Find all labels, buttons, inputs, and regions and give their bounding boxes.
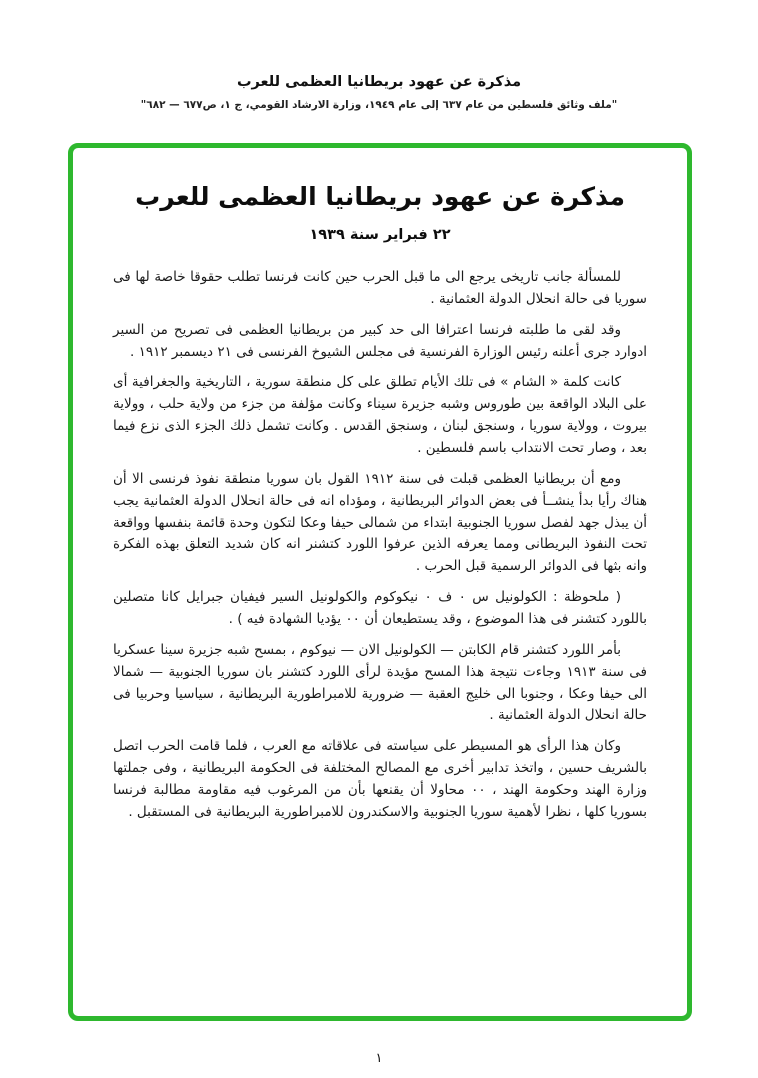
page-header xyxy=(0,74,758,111)
paragraph: بأمر اللورد كتشنر قام الكابتن — الكولونيل الان — نيوكوم ، بمسح شبه جزيرة سينا عسكريا فى سنة ١٩١٣ وجاءت نتيجة هذا المسح مؤيدة لرأى اللورد كتشنر بان سوريا الجنوبية — شمالا الى حيفا وعكا ، وجنوبا الى خليج العقبة — ضرورية للامبراطورية البريطانية ، سياسيا وحربيا فى حالة انحلال الدولة العثمانية . xyxy=(113,641,647,724)
page-number: ١ xyxy=(375,1051,383,1066)
document-title: مذكرة عن عهود بريطانيا العظمى للعرب xyxy=(135,182,625,211)
header-title: مذكرة عن عهود بريطانيا العظمى للعرب xyxy=(236,74,522,90)
paragraph: كانت كلمة « الشام » فى تلك الأيام تطلق على كل منطقة سورية ، التاريخية والجغرافية أى على البلاد الواقعة بين طوروس وشبه جزيرة سيناء وكانت مؤلفة من جزء من ولاية حلب ، وولاية بيروت ، وولاية سوريا ، وسنجق لبنان ، وسنجق القدس . وكانت تشمل ذلك الجزء الذى نزع فيما بعد ، وصار تحت الانتداب باسم فلسطين . xyxy=(113,374,647,457)
paragraph: ومع أن بريطانيا العظمى قبلت فى سنة ١٩١٢ القول بان سوريا منطقة نفوذ فرنسى الا أن هناك رأيا بدأ ينشــأ فى بعض الدوائر البريطانية ، ومؤداه انه فى حالة انحلال الدولة العثمانية يجب أن يبذل جهد لفصل سوريا الجنوبية ابتداء من شمالى حيفا وعكا لتكون وحدة قائمة بنفسها وواقعة تحت النفوذ البريطانى ومما يعرفه الذين عرفوا اللورد كتشنر انه كان شديد التعلق بهذه الفكرة وانه بثها فى الدوائر الرسمية قبل الحرب . xyxy=(113,470,647,575)
paragraph: وكان هذا الرأى هو المسيطر على سياسته فى علاقاته مع العرب ، فلما قامت الحرب اتصل بالشريف حسين ، واتخذ تدابير أخرى مع المصالح المختلفة فى الحكومة البريطانية ، وفى جملتها وزارة الهند وحكومة الهند ، ٠٠ محاولا أن يقنعها بأن من المرغوب فيه مقاومة مطالبة فرنسا بسوريا كلها ، نظرا لأهمية سوريا الجنوبية والاسكندرون للامبراطورية البريطانية فى المستقبل . xyxy=(113,738,648,820)
document-date: ٢٢ فبراير سنة ١٩٣٩ xyxy=(309,227,451,243)
paragraph: وقد لقى ما طلبته فرنسا اعترافا الى حد كبير من بريطانيا العظمى فى تصريح من السير ادوارد جرى أعلنه رئيس الوزارة الفرنسية فى مجلس الشيوخ الفرنسى فى ٢١ ديسمبر ١٩١٢ . xyxy=(113,321,647,360)
document-green-frame xyxy=(68,143,692,1021)
document-body xyxy=(113,267,647,824)
header-source-citation: "ملف وثائق فلسطين من عام ٦٣٧ إلى عام ١٩٤٩، وزارة الارشاد القومي، ج ١، ص٦٧٧ — ٦٨٢" xyxy=(140,99,618,111)
paragraph: للمسألة جانب تاريخى يرجع الى ما قبل الحرب حين كانت فرنسا تطلب حقوقا خاصة لها فى سوريا فى حالة انحلال الدولة العثمانية . xyxy=(113,269,647,307)
paragraph: ( ملحوظة : الكولونيل س ٠ ف ٠ نيكوكوم والكولونيل السير فيفيان جبرايل كانا متصلين باللورد كتشنر فى هذا الموضوع ، وقد يستطيعان أن ٠٠ يؤديا الشهادة فيه ) . xyxy=(113,589,647,628)
